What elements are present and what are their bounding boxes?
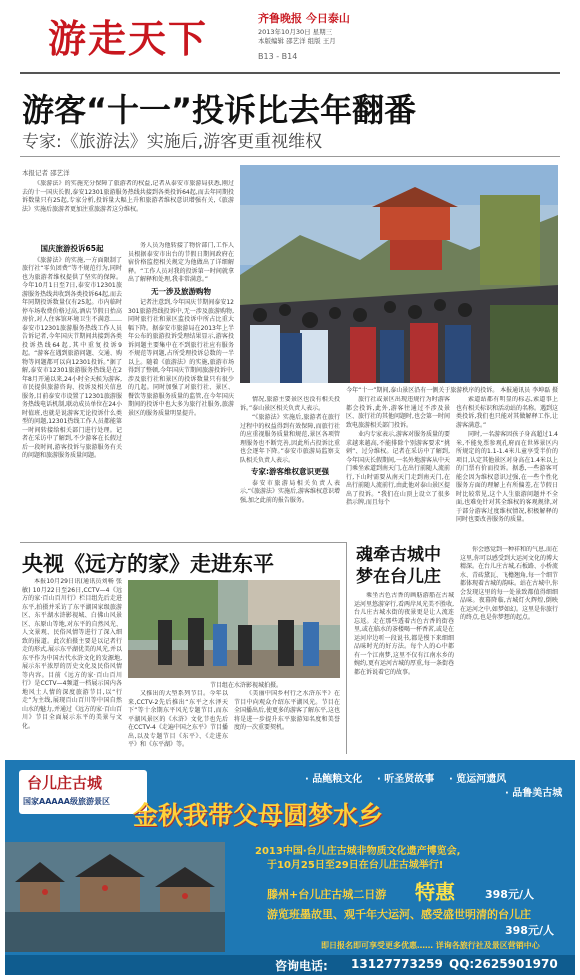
story-3-headline [356,544,441,588]
lead-col-4-text: 旅行社或景区出现违规行为时游客都会投诉,此外,游客往通过不涉及景区、旅行社的其他问题时,也会第一时间致电旅游相关部门投诉。 [346,396,450,429]
lead-headline: 游客“十一”投诉比去年翻番 [22,91,417,129]
story-3-col-1-text: 乘坐古色古香的画舫游船在古城运河里悠游穿行,看两岸风光美不胜收,台儿庄古城水街的夜景更是让人流连忘返。走在那些透着古色古香的街巷里,或在临水的茶楼喝一杯香茗,或是在运河岸边听一段说书,都是慢下来细细品味时光的好方法。每个人的心中都有一个江南梦,这里不仅有江南水乡的婉约,更有运河古城的厚重,每一条街巷都在诉说着它的故事。 [354,592,454,676]
section-title: 游走天下 [48,16,209,61]
ad-special-label: 特惠 [415,880,455,904]
lead-intro [22,180,234,240]
editor-line: 本版编辑 邵艺洋 组版 王月 [258,36,336,45]
lead-section-1-title: 国庆旅游投诉65起 [40,244,104,253]
film-crew-photo [128,580,340,678]
story-2-col-3 [234,690,340,754]
ad-price-2: 398元/人 [505,924,554,937]
lead-col-4-text-b: 业内专家表示,游客对服务质量的要求越来越高,不能排除个别游客要求“挑刺”、过分维权。记者在采访中了解到,今年国庆长假期间,一名外地游客从中天门乘坐索道到南天门,在出行前随人流前行,下山时需要从南天门走到南天门,在出行前随人流前行,由此他对泰山景区提出了投诉。“我们在山顶上设立了很多指示牌,而且每个 [346,431,450,506]
lead-col-5-text-b: 同时,一名游客因孩子身高超过1.4米,不能免票参观孔府而在世界景区内所规定的的1.1-1.4米儿童享受半价的项目,认定其他景区对身高在1.4米以上的门票有价而投诉。据悉,一些游客可能会因为维权意识过强,在一些个性化服务方面的理解上有所偏差,在节假日时比较常见,这个人生旅游问题并不全面,也难免针对其全维权的客观规律,对于部分游客过度维权情况,积极解释的同时也要改善服务的质量。 [456,431,558,523]
story-2-col-1-text: 本报10月29日讯(通讯员刘畅 张敏) 10月22日至26日,CCTV—4《远方的家·百山百川行》栏目组先后走进东平,拍摄并采访了东平湖国家级旅游区、东平湖水浒影视城、白佛山风景区、东原山等地,对东平的自然风光、人文景观、民俗风情等进行了深入细致的报道。此次拍摄主要是以记者行走的形式,展示东平湖优美的风光,并以东平作为中国古代水浒文化的发源地,展示东平浓厚的历史文化及民俗风情等内容。目前《远方的家·百山百川行》是CCTV—4频道一档展示国内各地风土人情的深度旅游节目,以“行走”为主线,展现百山百川等中国自然山水的魅力,并通过《远方的家·百山百川》节目全面展示东平的美景与文化。 [22,578,122,730]
story-2-col-2 [128,690,228,754]
lead-col-2 [128,242,234,542]
headline-rule [20,156,560,157]
story-3-headline-line-2: 梦在台儿庄 [356,567,441,587]
advertisement[interactable] [5,760,575,975]
ad-contact-phone[interactable]: 13127773259 [351,957,443,971]
story-2-col-2-text: 又推出的大型系列节目。今年以来,CCTV-2先后推出“东平之水泽天下”等十余期东平风光专题节目,而东平湖风景区的《水浒》文化节也先后在CCTV-4《走遍中国之东平》节目播出,以及专题节目《东平》、《走进东平》和《东平湖》等。 [128,690,228,748]
masthead-meta [258,28,336,45]
lead-section-2-title: 无一涉及旅游购物 [151,286,211,296]
lead-byline: 本报记者 邵艺洋 [22,169,70,177]
story-2-headline: 央视《远方的家》走进东平 [22,552,274,576]
ad-offer-line-1: 滕州+台儿庄古城二日游 [267,888,387,901]
story-2-photo-caption: 节目组在水浒影视城拍摄。 [210,682,283,689]
mount-tai-crowd-photo [240,165,558,383]
ad-tagline-3: · 览运河遗风 [449,774,507,785]
lead-subheadline: 专家:《旅游法》实施后,游客更重视维权 [22,132,323,152]
ad-event-line-1: 2013中国·台儿庄古城非物质文化遗产博览会, [255,846,461,857]
masthead-rule [20,72,560,74]
lead-section-3-title: 专家:游客维权意识更强 [251,467,329,476]
lead-photo [240,165,558,383]
paper-name: 齐鲁晚报 今日泰山 [258,12,350,25]
ad-footer-line: 即日报名即可享受更多优惠…… 详询各旅行社及景区营销中心 [321,941,540,950]
story-2-col-3-text: 《美丽中国乡村行之水浒东平》在节目中向观众介绍东平湖风光。节目在全国播出后,使更多的游客了解东平,这也将是进一步提升东平旅游知名度和美誉度的一次重要契机。 [234,690,340,731]
ancient-town-photo [5,842,225,952]
lead-col-4 [346,396,450,542]
date-line: 2013年10月30日 星期三 [258,28,333,36]
lead-col-3 [240,396,340,542]
lead-intro-text: 《旅游法》的实施充分保障了旅游者的权益,记者从泰安市旅游局获悉,刚过去的十一国庆长假,泰安12301旅游服务热线共接到各类投诉64起,而去年同期投诉数量只有25起,专家分析,投诉量大幅上升和旅游者维权意识增强有关,《旅游法》实施后旅游者更加注重旅游者这分维权。 [22,180,234,213]
story-3-col-2 [460,546,558,754]
ad-tagline-1: · 品鲍粮文化 [305,774,363,785]
story-2-photo [128,580,340,678]
ad-photo [5,842,225,952]
story-2-rule [20,542,346,543]
ad-slogan: 金秋我带父母圆梦水乡 [133,801,384,830]
ad-contact-label: 咨询电话: [275,959,328,973]
lead-col-2-text: 务人员为他转接了物价部门,工作人员根据泰安市出台的节假日期间政府在宿价格监控相关规定为他做出了详细解释。“工作人员对我的投诉第一时间就拿出了解释和处理,我非常满意。” [128,242,234,283]
story-divider [346,542,347,754]
lead-col-3-text-c: 泰安市旅游局相关负责人表示,“《旅游法》实施后,游客维权意识增强,加之此前的报告服务。 [240,479,340,504]
story-3-headline-line-1: 魂牵古城中 [356,545,441,565]
ad-tagline-4: · 品鲁美古城 [505,788,563,799]
lead-photo-caption: 今年“十一”期间,泰山景区沿有一侧关于旅游秩序的投诉。 本报通讯员 李坤磊 摄 [346,387,558,394]
page-range: B13 - B14 [258,52,298,61]
lead-col-5-text: 索道站都有明显的标志,索道事上也有相关标识和活动站的名称。遇到这类投诉,我们也只能对其做解释工作,让游客满意。” [456,396,558,429]
ad-price-1: 398元/人 [485,888,534,901]
lead-col-5 [456,396,558,542]
story-3-col-2-text: 你会感觉到一种祥和的气息,而在这里,你可以感受到大运河文化的博大精深。在台儿庄古城,石板路、小桥流水、青砖黛瓦、飞檐翘角,每一个细节都体现着古城的韵味。站在古城中,你会发现这里的每一处景致都值得细细品味。夜幕降临,古城灯火辉煌,倒映在运河之中,如梦如幻。这里是你旅行的终点,也是你梦想的起点。 [460,546,558,621]
ad-logo: 台儿庄古城 [27,774,103,792]
story-2-col-1 [22,578,122,754]
lead-col-2-text-b: 记者注意到,今年国庆节期间泰安12301旅游热线投诉中,无一涉及旅游购物,同时旅行社和景区监投诉中所占比重大幅下降。据泰安市旅游局在2013年上半年公布的旅游投诉受理结果显示,游客投诉问题主要集中在不到旅行社应有服务不规范等问题,占所受理投诉总数的一半以上。随着《旅游法》的实施,旅游市场得到了整顿,今年国庆节期间旅游投诉中,涉及旅行社和景区的投诉数量只有很少的几起。同时加强了对旅行社、景区、餐饮等旅游服务质量的监管,在今年国庆期间的投诉中也大多为旅行社服务,旅游景区的服务质量明显提升。 [128,299,234,417]
ad-logo-sub: 国家AAAAA级旅游景区 [23,797,110,806]
ad-tagline-2: · 听圣贤故事 [377,774,435,785]
ad-event-line-2: 于10月25日至29日在台儿庄古城举行! [267,860,444,871]
ad-offer-line-2: 游览班墨故里、观千年大运河、感受盛世明清的台儿庄 [267,908,531,921]
lead-col-3-text: 情况,旅游主要景区也没有相关投诉。”泰山景区相关负责人表示。 [240,396,340,412]
lead-col-1 [22,242,122,542]
story-3-col-1 [354,592,454,754]
lead-col-1-text: 《旅游法》的实施,一方面限制了旅行社“零负团费”等不规范行为,同时也为旅游者维权提供了坚实的保障。今年10月1日至7日,泰安市12301旅游服务热线共收到各类投诉64起,而去年同期投诉数量仅有25起。市内临时停车场收费价格过高,酒店节假日抬高房价,对人住客馆环境卫生不满意……泰安市12301旅游服务热线工作人员告诉记者,今年国庆节期间共接到各类投诉热线64起,其中重复投诉9起。“游客在遇到旅游问题、交通、购物等问题都可以向12301投诉。”据了解,泰安市12301旅游服务热线是在2年8月开通以来,24小时全天候为游客,市民提供旅游咨询、投诉及相关信息服务,目前泰安市设置了12301旅游服务热线电话机制,联动成员单位在24小时值班,也就是说游客无论投诉什么类型的问题,12301热线工作人员都能第一时间转接给相关部门进行处理。记者在采访中了解到,不少游客在长假过后一段时间,游客投诉与旅游服务有关的问题和旅游服务质量问题。 [22,256,122,459]
ad-contact-qq[interactable]: QQ:2625901970 [449,957,558,971]
lead-col-3-text-b: “《旅游法》实施后,旅游者在旅行过程中的权益得到有效保障,而旅行社的应重视服务质量和规范,景区各项管理服务也不断完善,因此所占投诉比重也会逐年下降。”泰安市旅游局监察支队相关负责人表示。 [240,414,340,464]
